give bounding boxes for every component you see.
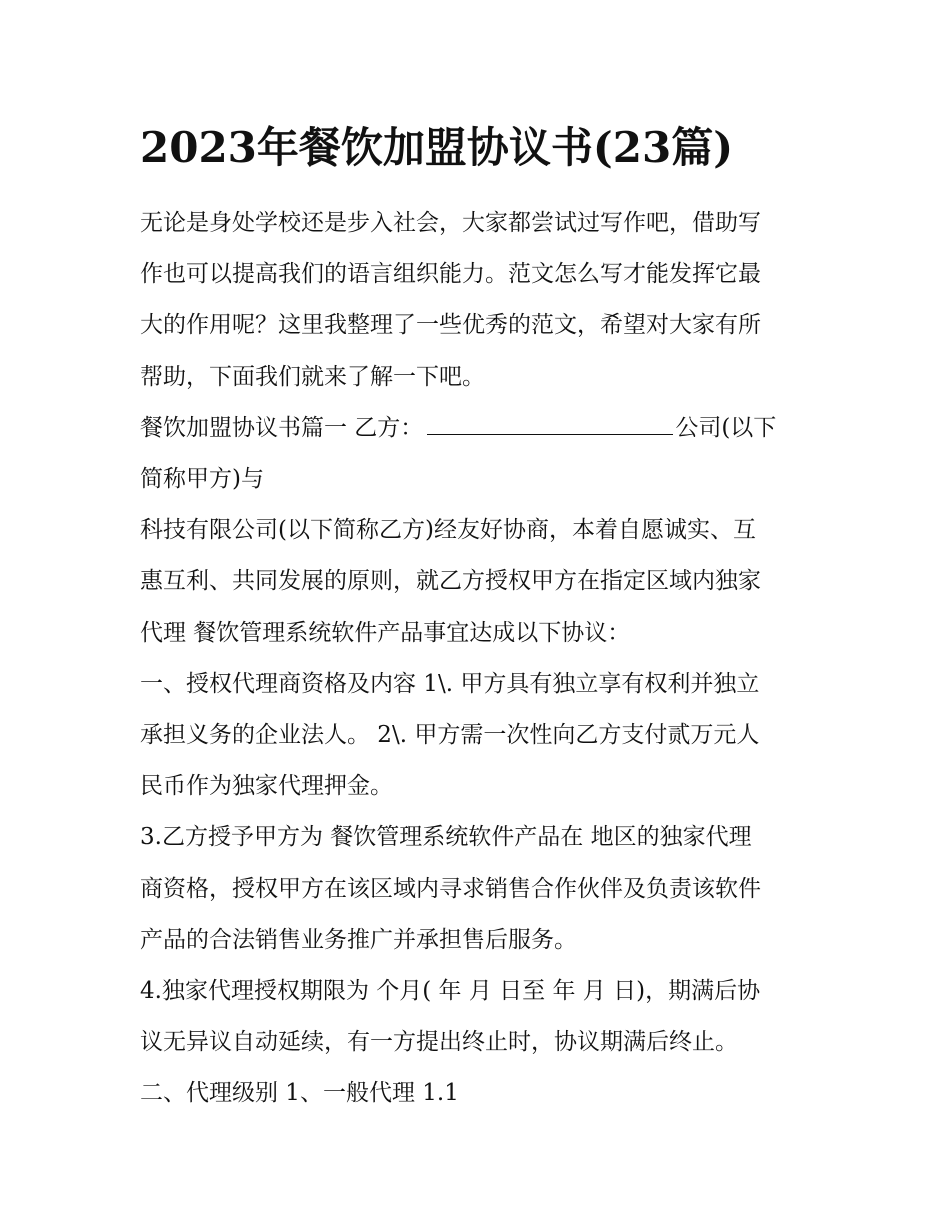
text-line: 产品的合法销售业务推广并承担售后服务。 xyxy=(140,926,577,953)
text-line: 一、授权代理商资格及内容 1\. 甲方具有独立享有权利并独立 xyxy=(140,670,760,697)
text-line: 3.乙方授予甲方为 餐饮管理系统软件产品在 地区的独家代理 xyxy=(140,824,752,851)
text-line: 议无异议自动延续，有一方提出终止时，协议期满后终止。 xyxy=(140,1029,738,1056)
text-line: 科技有限公司(以下简称乙方)经友好协商，本着自愿诚实、互 xyxy=(140,517,756,544)
text-line: 作也可以提高我们的语言组织能力。范文怎么写才能发挥它最 xyxy=(140,261,761,288)
party-paragraph xyxy=(140,505,812,659)
text-line: 大的作用呢？这里我整理了一些优秀的范文，希望对大家有所 xyxy=(140,312,761,339)
text-line: 简称甲方)与 xyxy=(140,466,264,493)
clause3-paragraph xyxy=(140,812,812,966)
text-line: 代理 餐饮管理系统软件产品事宜达成以下协议： xyxy=(140,619,631,646)
document-body xyxy=(140,198,812,1120)
clause4-paragraph xyxy=(140,966,812,1068)
clause1-paragraph xyxy=(140,659,812,813)
text-line: 帮助，下面我们就来了解一下吧。 xyxy=(140,363,485,390)
text-line xyxy=(140,403,812,454)
section1-heading-paragraph xyxy=(140,403,812,505)
text-line: 二、代理级别 1、一般代理 1.1 xyxy=(140,1080,459,1107)
text-line: 无论是身处学校还是步入社会，大家都尝试过写作吧，借助写 xyxy=(140,210,761,236)
section1-prefix: 餐饮加盟协议书篇一 乙方： xyxy=(140,414,424,441)
text-line: 承担义务的企业法人。 2\. 甲方需一次性向乙方支付贰万元人 xyxy=(140,722,760,749)
text-line: 民币作为独家代理押金。 xyxy=(140,773,393,800)
document-title: 2023年餐饮加盟协议书(23篇) xyxy=(140,123,734,172)
text-line: 4.独家代理授权期限为 个月( 年 月 日至 年 月 日)，期满后协 xyxy=(140,978,761,1005)
clause-level-paragraph xyxy=(140,1068,812,1119)
section1-suffix: 公司(以下 xyxy=(675,414,777,441)
intro-paragraph xyxy=(140,198,812,403)
text-line: 惠互利、共同发展的原则，就乙方授权甲方在指定区域内独家 xyxy=(140,568,761,595)
text-line: 商资格，授权甲方在该区域内寻求销售合作伙伴及负责该软件 xyxy=(140,875,761,902)
fill-in-blank xyxy=(427,416,673,435)
